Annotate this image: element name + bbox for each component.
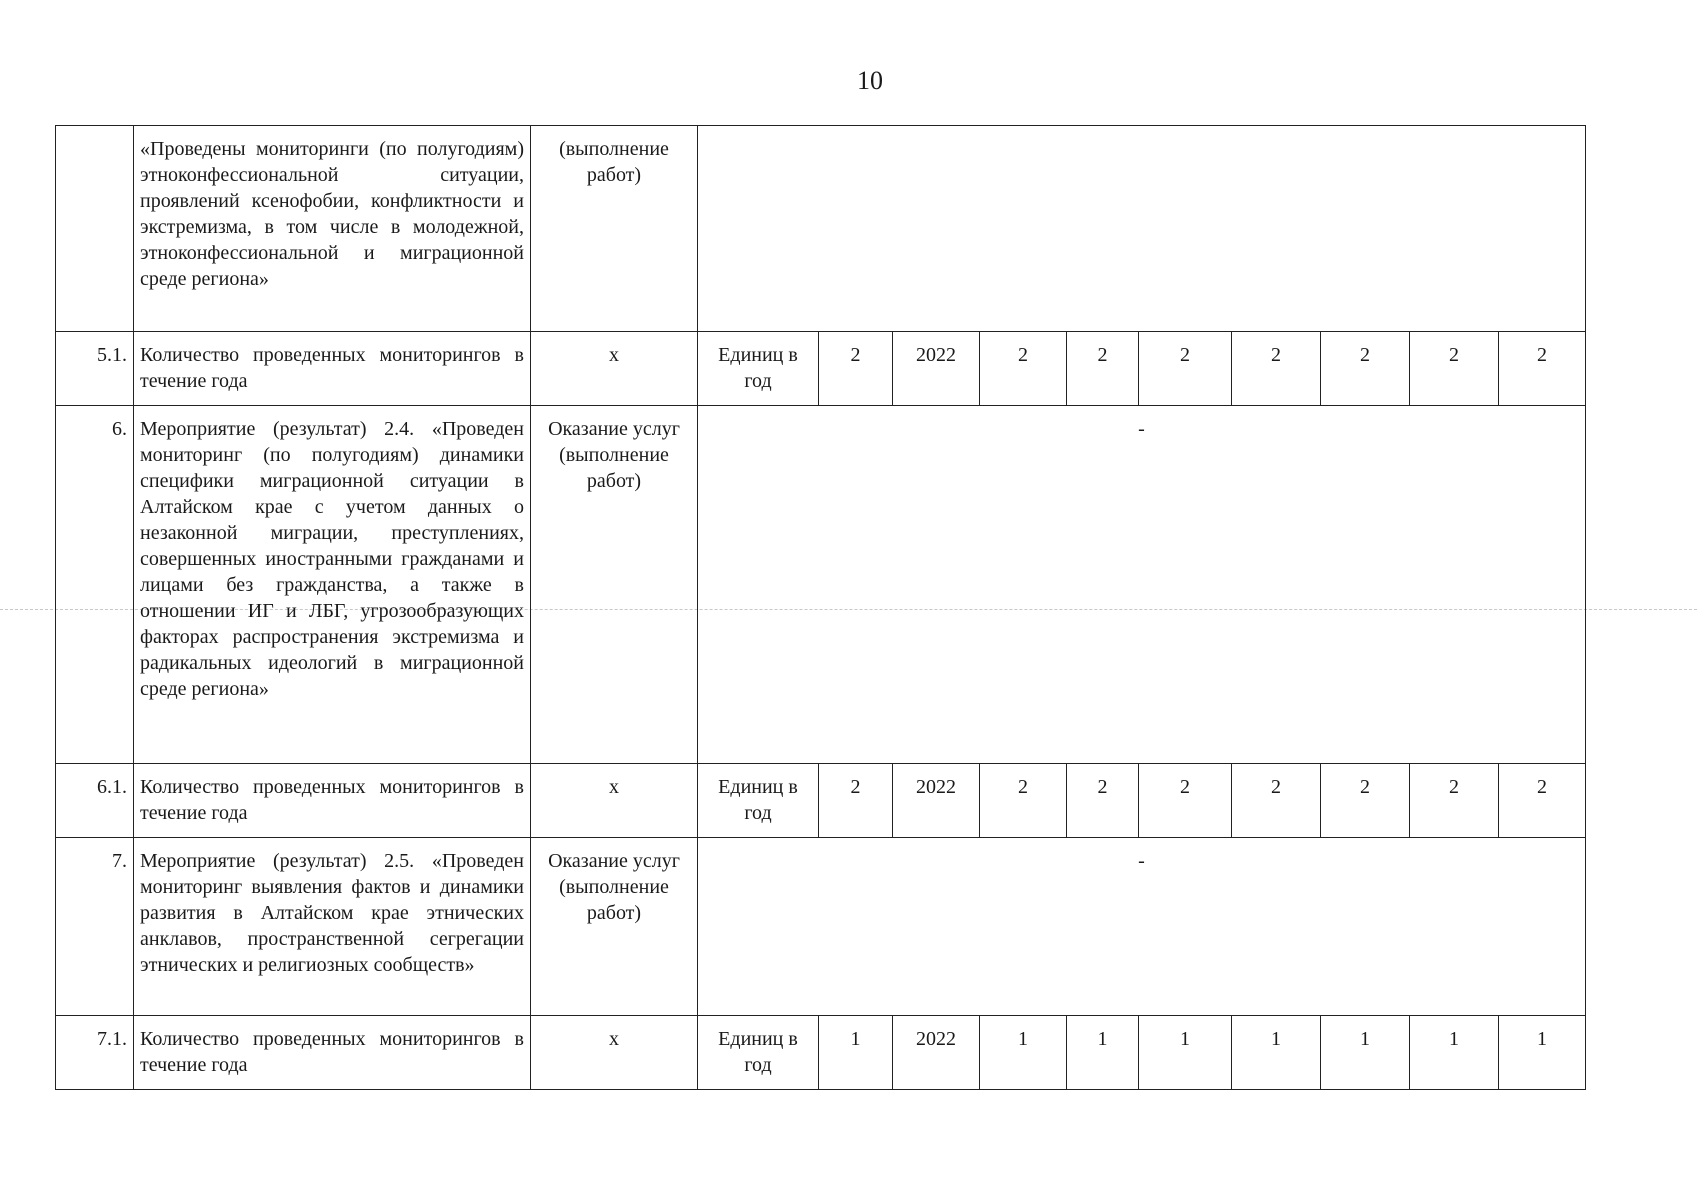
row-name-cell: Мероприятие (результат) 2.5. «Проведен мониторинг выявления фактов и динамики развития в Алтайском крае этнических анклавов, пространственной сегрегации этнических и религиозных сообществ» <box>134 838 531 1016</box>
table-row <box>56 406 1586 764</box>
row-number-cell: 5.1. <box>56 332 134 406</box>
value-cell: 2 <box>1232 332 1321 406</box>
value-cell: 2 <box>1499 764 1586 838</box>
table-row <box>56 332 1586 406</box>
row-type-cell: (выполнение работ) <box>531 126 698 332</box>
row-number-cell: 6.1. <box>56 764 134 838</box>
row-type-cell: x <box>531 332 698 406</box>
value-cell: 1 <box>1139 1016 1232 1090</box>
table-row <box>56 764 1586 838</box>
row-type-cell: Оказание услуг (выполнение работ) <box>531 838 698 1016</box>
value-cell: 2 <box>1139 332 1232 406</box>
merged-values-cell <box>698 126 1586 332</box>
value-cell: 2022 <box>893 1016 980 1090</box>
value-cell: 2 <box>1067 764 1139 838</box>
value-cell: 2 <box>1321 764 1410 838</box>
row-number-cell: 7.1. <box>56 1016 134 1090</box>
merged-cell-text: - <box>1138 850 1145 872</box>
value-cell: 2022 <box>893 764 980 838</box>
value-cell: 1 <box>1067 1016 1139 1090</box>
row-type-cell: x <box>531 764 698 838</box>
row-number-cell: 6. <box>56 406 134 764</box>
merged-values-cell <box>698 406 1586 764</box>
value-cell: 2 <box>1410 764 1499 838</box>
row-name-cell: «Проведены мониторинги (по полугодиям) этноконфессиональной ситуации, проявлений ксенофобии, конфликтности и экстремизма, в том числе в молодежной, этноконфессиональной и миграционной среде региона» <box>134 126 531 332</box>
value-cell: 1 <box>1410 1016 1499 1090</box>
table-row <box>56 838 1586 1016</box>
row-type-cell: Оказание услуг (выполнение работ) <box>531 406 698 764</box>
value-cell: 2 <box>1499 332 1586 406</box>
row-type-cell: x <box>531 1016 698 1090</box>
unit-cell: Единиц в год <box>698 764 819 838</box>
value-cell: 2 <box>1321 332 1410 406</box>
value-cell: 2 <box>1139 764 1232 838</box>
row-name-cell: Количество проведенных мониторингов в течение года <box>134 764 531 838</box>
value-cell: 2 <box>819 764 893 838</box>
value-cell: 1 <box>1499 1016 1586 1090</box>
value-cell: 2 <box>1067 332 1139 406</box>
value-cell: 1 <box>1232 1016 1321 1090</box>
value-cell: 1 <box>1321 1016 1410 1090</box>
table-row <box>56 1016 1586 1090</box>
merged-cell-text: - <box>1138 418 1145 440</box>
row-name-cell: Количество проведенных мониторингов в течение года <box>134 1016 531 1090</box>
unit-cell: Единиц в год <box>698 332 819 406</box>
table-row <box>56 126 1586 332</box>
row-number-cell <box>56 126 134 332</box>
value-cell: 2 <box>980 332 1067 406</box>
row-name-cell: Мероприятие (результат) 2.4. «Проведен мониторинг (по полугодиям) динамики специфики миграционной ситуации в Алтайском крае с учетом данных о незаконной миграции, преступлениях, совершенных иностранными гражданами и лицами без гражданства, а также в отношении ИГ и ЛБГ, угрозообразующих факторах распространения экстремизма и радикальных идеологий в миграционной среде региона» <box>134 406 531 764</box>
merged-values-cell <box>698 838 1586 1016</box>
row-number-cell: 7. <box>56 838 134 1016</box>
value-cell: 2 <box>980 764 1067 838</box>
value-cell: 1 <box>980 1016 1067 1090</box>
unit-cell: Единиц в год <box>698 1016 819 1090</box>
value-cell: 2 <box>1410 332 1499 406</box>
page-number: 10 <box>857 66 883 95</box>
value-cell: 2 <box>1232 764 1321 838</box>
indicators-table <box>55 125 1586 1090</box>
value-cell: 1 <box>819 1016 893 1090</box>
row-name-cell: Количество проведенных мониторингов в течение года <box>134 332 531 406</box>
value-cell: 2022 <box>893 332 980 406</box>
value-cell: 2 <box>819 332 893 406</box>
